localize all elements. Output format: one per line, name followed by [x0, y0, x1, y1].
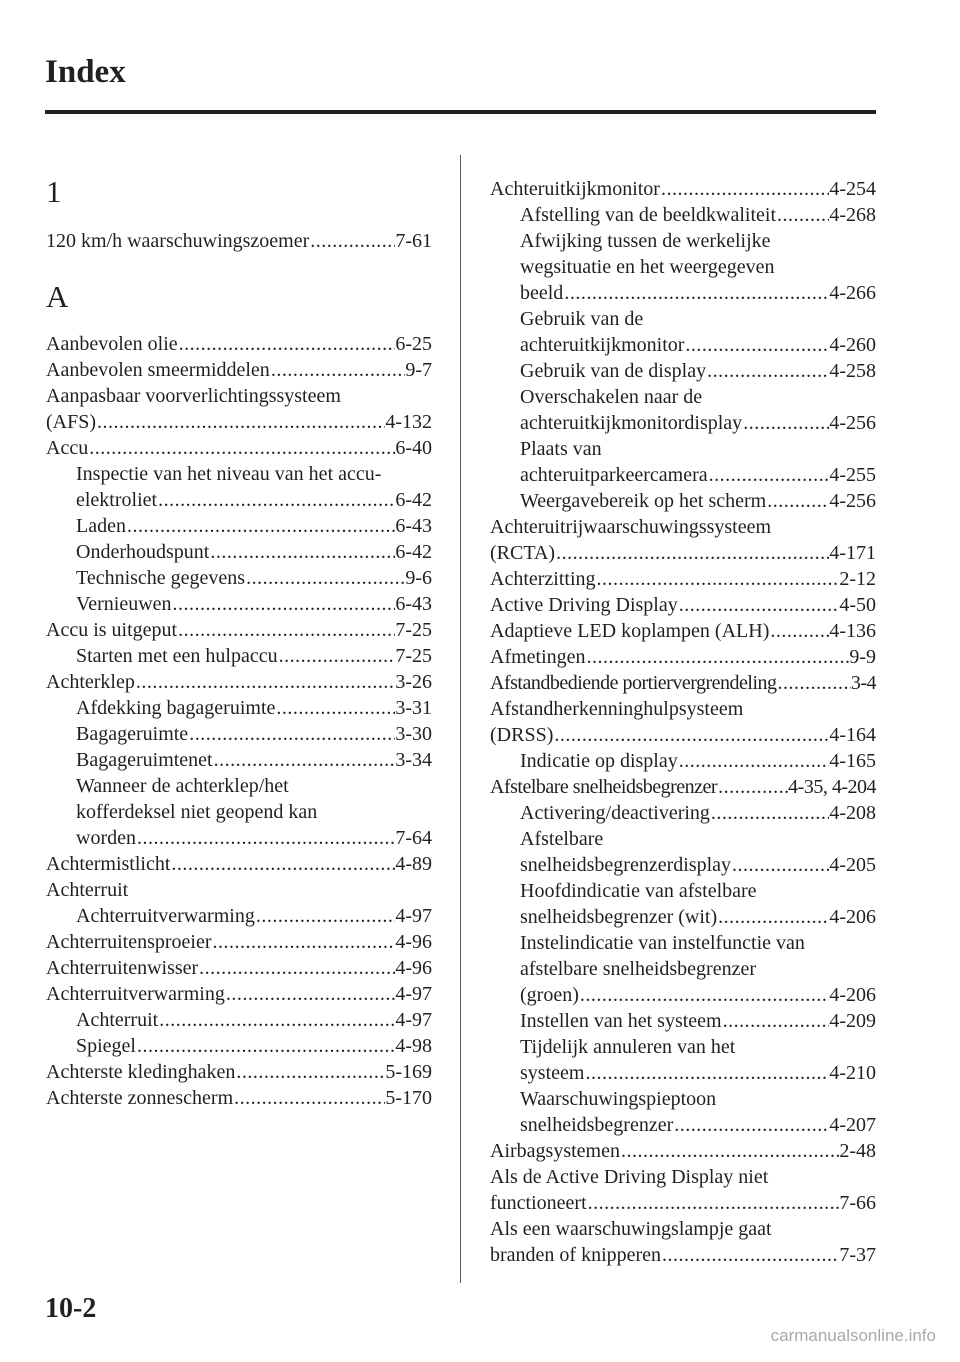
index-subentry: snelheidsbegrenzerdisplay ..... 4-205 — [520, 852, 876, 878]
index-entry: Achterzitting ..... 2-12 — [490, 566, 876, 592]
index-entry: Achterruitensproeier ..... 4-96 — [46, 929, 432, 955]
index-subentry: snelheidsbegrenzer ..... 4-207 — [520, 1112, 876, 1138]
index-entry: Achterruitverwarming ..... 4-97 — [46, 981, 432, 1007]
index-subentry: (groen) ..... 4-206 — [520, 982, 876, 1008]
index-entry: Active Driving Display ..... 4-50 — [490, 592, 876, 618]
index-subentry: achteruitparkeercamera ..... 4-255 — [520, 462, 876, 488]
section-heading-1: 1 — [46, 174, 62, 209]
index-subentry: Achterruit ..... 4-97 — [76, 1007, 432, 1033]
index-subentry: Indicatie op display ..... 4-165 — [520, 748, 876, 774]
section-heading-a: A — [46, 279, 69, 314]
index-subentry: worden ..... 7-64 — [76, 825, 432, 851]
index-entry: Accu ..... 6-40 — [46, 435, 432, 461]
index-subentry: Starten met een hulpaccu ..... 7-25 — [76, 643, 432, 669]
index-entry: (DRSS) ..... 4-164 — [490, 722, 876, 748]
index-entry: Achterklep ..... 3-26 — [46, 669, 432, 695]
index-subentry: Laden ..... 6-43 — [76, 513, 432, 539]
index-entry: Accu is uitgeput ..... 7-25 — [46, 617, 432, 643]
index-entry: (RCTA) ..... 4-171 — [490, 540, 876, 566]
index-entry: Adaptieve LED koplampen (ALH) ..... 4-136 — [490, 618, 876, 644]
index-subentry: Vernieuwen ..... 6-43 — [76, 591, 432, 617]
index-subentry: Hoofdindicatie van afstelbare — [520, 880, 757, 902]
column-divider — [460, 155, 461, 1283]
index-subentry: Wanneer de achterklep/het — [76, 775, 289, 797]
index-entry: 120 km/h waarschuwingszoemer ..... 7-61 — [46, 228, 432, 254]
index-subentry: achteruitkijkmonitordisplay ..... 4-256 — [520, 410, 876, 436]
index-subentry: Afdekking bagageruimte ..... 3-31 — [76, 695, 432, 721]
index-entry: Aanbevolen smeermiddelen ..... 9-7 — [46, 357, 432, 383]
index-subentry: beeld ..... 4-266 — [520, 280, 876, 306]
index-subentry: kofferdeksel niet geopend kan — [76, 801, 318, 823]
index-subentry: Activering/deactivering ..... 4-208 — [520, 800, 876, 826]
header-rule — [45, 110, 876, 114]
index-entry: Achteruitkijkmonitor ..... 4-254 — [490, 176, 876, 202]
index-subentry: elektroliet ..... 6-42 — [76, 487, 432, 513]
index-subentry: Waarschuwingspieptoon — [520, 1088, 717, 1110]
index-subentry: achteruitkijkmonitor ..... 4-260 — [520, 332, 876, 358]
index-subentry: Weergavebereik op het scherm ..... 4-256 — [520, 488, 876, 514]
index-subentry: Overschakelen naar de — [520, 386, 703, 408]
index-entry: Afstandherkenninghulpsysteem — [490, 698, 744, 720]
page-header-title: Index — [45, 54, 126, 90]
index-entry: Achterruit — [46, 879, 129, 901]
index-entry: functioneert ..... 7-66 — [490, 1190, 876, 1216]
index-subentry: Afwijking tussen de werkelijke — [520, 230, 771, 252]
index-entry: Aanbevolen olie ..... 6-25 — [46, 331, 432, 357]
index-entry: Aanpasbaar voorverlichtingssysteem — [46, 385, 341, 407]
index-subentry: Technische gegevens ..... 9-6 — [76, 565, 432, 591]
index-entry: Achteruitrijwaarschuwingssysteem — [490, 516, 772, 538]
index-subentry: Bagageruimtenet ..... 3-34 — [76, 747, 432, 773]
index-entry: Achtermistlicht ..... 4-89 — [46, 851, 432, 877]
index-entry: Afstelbare snelheidsbegrenzer ..... 4-35, 4-204 — [490, 774, 876, 800]
index-subentry: afstelbare snelheidsbegrenzer — [520, 958, 756, 980]
index-subentry: Onderhoudspunt ..... 6-42 — [76, 539, 432, 565]
index-subentry: systeem ..... 4-210 — [520, 1060, 876, 1086]
index-subentry: Tijdelijk annuleren van het — [520, 1036, 736, 1058]
index-subentry: Inspectie van het niveau van het accu- — [76, 463, 382, 485]
index-subentry: wegsituatie en het weergegeven — [520, 256, 775, 278]
watermark-text: carmanualsonline.info — [770, 1326, 936, 1345]
index-subentry: Afstelling van de beeldkwaliteit ..... 4-268 — [520, 202, 876, 228]
index-subentry: Plaats van — [520, 438, 602, 460]
index-entry: branden of knipperen ..... 7-37 — [490, 1242, 876, 1268]
index-subentry: Instellen van het systeem ..... 4-209 — [520, 1008, 876, 1034]
index-entry: Achterste zonnescherm ..... 5-170 — [46, 1085, 432, 1111]
index-subentry: Bagageruimte ..... 3-30 — [76, 721, 432, 747]
index-entry: (AFS) ..... 4-132 — [46, 409, 432, 435]
index-subentry: Instelindicatie van instelfunctie van — [520, 932, 805, 954]
index-entry: Achterruitenwisser ..... 4-96 — [46, 955, 432, 981]
index-subentry: Spiegel ..... 4-98 — [76, 1033, 432, 1059]
index-subentry: Gebruik van de display ..... 4-258 — [520, 358, 876, 384]
index-entry: Als de Active Driving Display niet — [490, 1166, 769, 1188]
page-number: 10-2 — [45, 1293, 97, 1324]
index-entry: Afstandbediende portiervergrendeling ..... 3-4 — [490, 670, 876, 696]
index-subentry: Gebruik van de — [520, 308, 644, 330]
index-subentry: snelheidsbegrenzer (wit) ..... 4-206 — [520, 904, 876, 930]
index-entry: Als een waarschuwingslampje gaat — [490, 1218, 772, 1240]
index-entry: Airbagsystemen ..... 2-48 — [490, 1138, 876, 1164]
index-subentry: Afstelbare — [520, 828, 604, 850]
index-entry: Achterste kledinghaken ..... 5-169 — [46, 1059, 432, 1085]
index-subentry: Achterruitverwarming ..... 4-97 — [76, 903, 432, 929]
index-entry: Afmetingen ..... 9-9 — [490, 644, 876, 670]
